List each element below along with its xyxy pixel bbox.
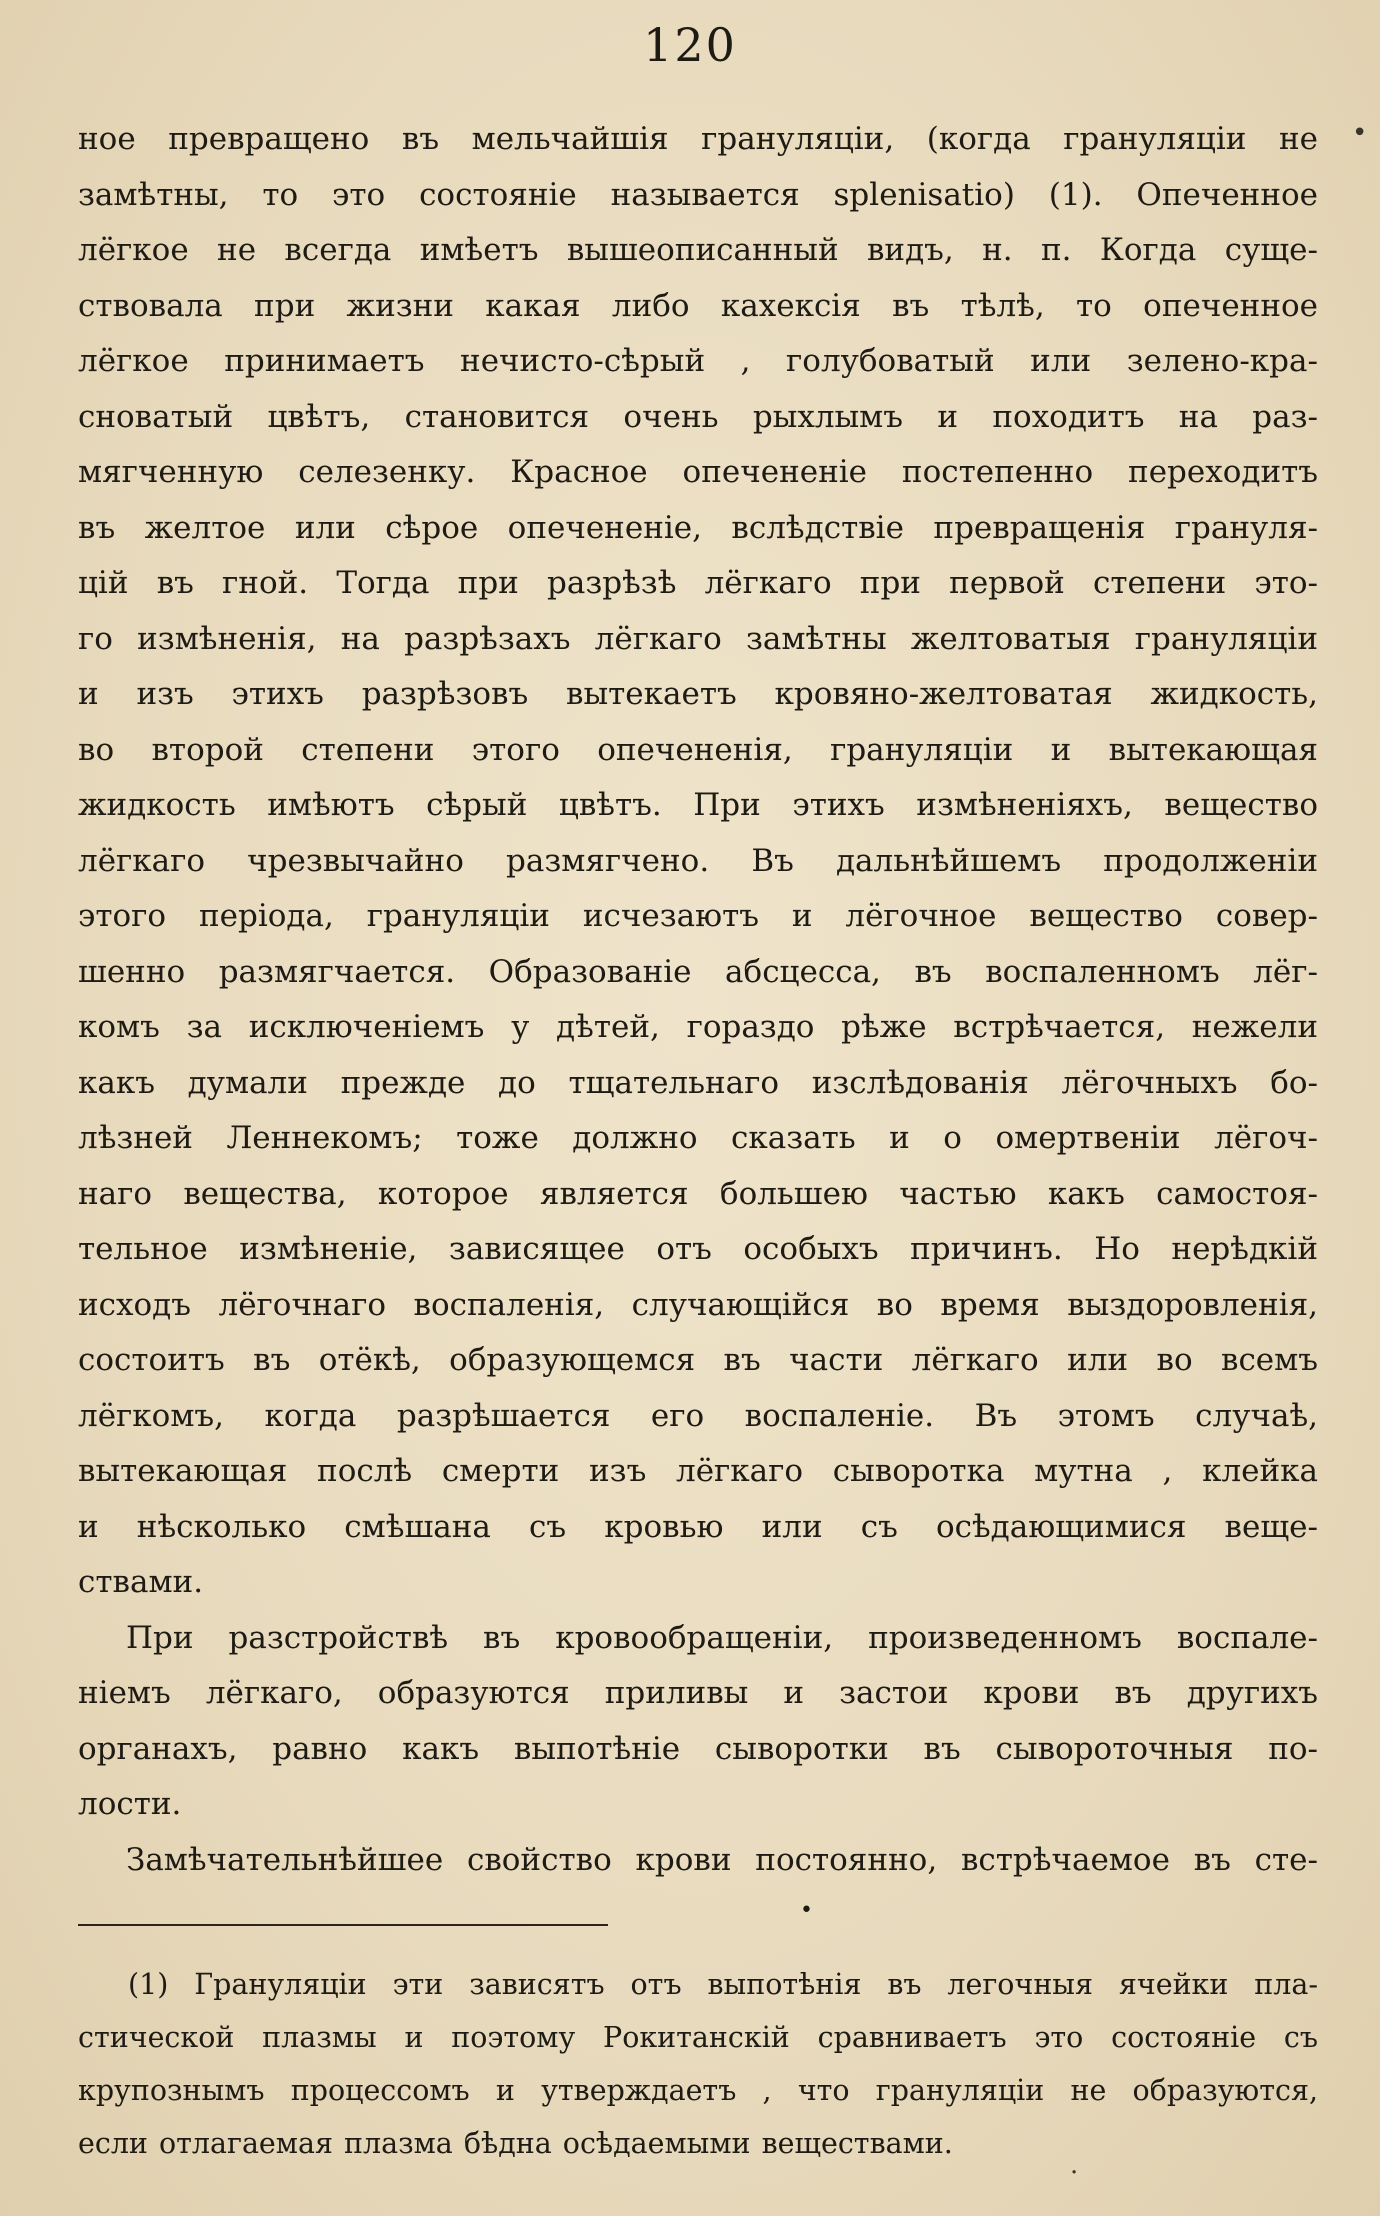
paragraph-3 xyxy=(78,1833,1318,1889)
text-line: лёгкое не всегда имѣетъ вышеописанный видъ, н. п. Когда суще- xyxy=(78,232,1318,268)
text-line: состоитъ въ отёкѣ, образующемся въ части лёгкаго или во всемъ xyxy=(78,1342,1318,1378)
footnote-line: если отлагаемая плазма бѣдна осѣдаемыми веществами. xyxy=(78,2127,953,2160)
text-line: При разстройствѣ въ кровообращеніи, произведенномъ воспале- xyxy=(126,1619,1318,1656)
main-text xyxy=(78,112,1318,1888)
text-line: въ желтое или сѣрое опечененіе, вслѣдствіе превращенія грануля- xyxy=(78,509,1318,546)
footnote-line: (1) Грануляціи эти зависятъ отъ выпотѣнія въ легочныя ячейки пла- xyxy=(128,1968,1318,2001)
footnote-divider xyxy=(78,1924,608,1926)
text-line: лёгкое принимаетъ нечисто-сѣрый , голубоватый или зелено-кра- xyxy=(78,343,1318,379)
text-line: вытекающая послѣ смерти изъ лёгкаго сыворотка мутна , клейка xyxy=(78,1453,1318,1489)
divider-dot: • xyxy=(800,1898,813,1923)
footnote xyxy=(78,1958,1318,2170)
text-line: исходъ лёгочнаго воспаленія, случающійся во время выздоровленія, xyxy=(78,1286,1318,1323)
paragraph-1 xyxy=(78,112,1318,1611)
text-line: ствовала при жизни какая либо кахексія въ тѣлѣ, то опеченное xyxy=(78,287,1318,324)
paragraph-2 xyxy=(78,1611,1318,1833)
text-line: лёгкаго чрезвычайно размягчено. Въ дальнѣйшемъ продолженіи xyxy=(78,842,1318,879)
text-line: во второй степени этого опечененія, грануляціи и вытекающая xyxy=(78,731,1318,768)
text-line: сноватый цвѣтъ, становится очень рыхлымъ и походитъ на раз- xyxy=(78,398,1318,435)
text-line: лости. xyxy=(78,1786,182,1822)
margin-speck: • xyxy=(1352,118,1368,148)
text-line: го измѣненія, на разрѣзахъ лёгкаго замѣтны желтоватыя грануляціи xyxy=(78,620,1318,657)
footnote-line: крупознымъ процессомъ и утверждаетъ , что грануляціи не образуются, xyxy=(78,2074,1318,2107)
text-line: мягченную селезенку. Красное опечененіе постепенно переходитъ xyxy=(78,454,1318,490)
page-number: 120 xyxy=(643,18,737,72)
text-line: органахъ, равно какъ выпотѣніе сыворотки въ сывороточныя по- xyxy=(78,1730,1318,1767)
text-line: наго вещества, которое является большею частью какъ самостоя- xyxy=(78,1175,1318,1212)
text-line: тельное измѣненіе, зависящее отъ особыхъ причинъ. Но нерѣдкій xyxy=(78,1231,1318,1267)
text-line: ствами. xyxy=(78,1564,204,1600)
footnote-line: стической плазмы и поэтому Рокитанскій сравниваетъ это состояніе съ xyxy=(78,2021,1318,2054)
text-line: и изъ этихъ разрѣзовъ вытекаетъ кровяно-желтоватая жидкость, xyxy=(78,676,1318,712)
text-line: какъ думали прежде до тщательнаго изслѣдованія лёгочныхъ бо- xyxy=(78,1064,1318,1101)
margin-speck: · xyxy=(1070,2158,1079,2188)
text-line: комъ за исключеніемъ у дѣтей, гораздо рѣже встрѣчается, нежели xyxy=(78,1009,1318,1045)
text-line: ное превращено въ мельчайшія грануляціи, (когда грануляціи не xyxy=(78,121,1318,157)
text-line: лёгкомъ, когда разрѣшается его воспаленіе. Въ этомъ случаѣ, xyxy=(78,1397,1318,1434)
text-line: цій въ гной. Тогда при разрѣзѣ лёгкаго при первой степени это- xyxy=(78,565,1318,601)
text-line: ніемъ лёгкаго, образуются приливы и застои крови въ другихъ xyxy=(78,1675,1318,1711)
text-line: замѣтны, то это состояніе называется splenisatio) (1). Опеченное xyxy=(78,176,1318,213)
text-line: Замѣчательнѣйшее свойство крови постоянно, встрѣчаемое въ сте- xyxy=(126,1841,1318,1878)
text-line: лѣзней Леннекомъ; тоже должно сказать и о омертвеніи лёгоч- xyxy=(78,1120,1318,1156)
text-line: жидкость имѣютъ сѣрый цвѣтъ. При этихъ измѣненіяхъ, вещество xyxy=(78,787,1318,823)
text-line: этого періода, грануляціи исчезаютъ и лёгочное вещество совер- xyxy=(78,898,1318,934)
text-line: и нѣсколько смѣшана съ кровью или съ осѣдающимися веще- xyxy=(78,1508,1318,1545)
text-line: шенно размягчается. Образованіе абсцесса, въ воспаленномъ лёг- xyxy=(78,953,1318,990)
